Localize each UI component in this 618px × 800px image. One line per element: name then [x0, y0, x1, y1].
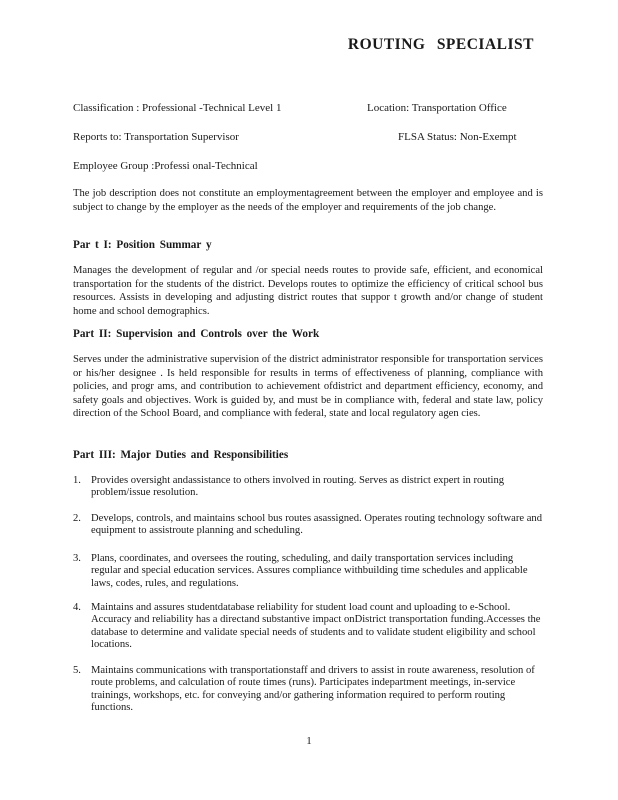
classification-text: Classification : Professional -Technical Level 1 [73, 102, 282, 114]
duty-item [73, 553, 543, 590]
duty-number: 3. [73, 553, 81, 564]
reports-to-text: Reports to: Transportation Supervisor [73, 131, 239, 143]
duty-text: Plans, coordinates, and oversees the routing, scheduling, and daily transportation services including regular and special education services. Assures compliance withbuilding time schedules and applicable laws, codes, rules, and regulations. [91, 553, 528, 589]
employee-group-row [73, 160, 535, 172]
flsa-status-text: FLSA Status: Non-Exempt [398, 131, 517, 143]
classification-row [73, 102, 535, 114]
employee-group-text: Employee Group :Professi onal-Technical [73, 160, 258, 172]
part1-heading: Par t I: Position Summar y [73, 239, 212, 251]
document-title: ROUTING SPECIALIST [347, 36, 534, 53]
duty-text: Maintains communications with transportationstaff and drivers to assist in route awareness, resolution of route problems, and calculation of route times (runs). Participates indepartment meetings, in-service trainings, workshops, etc. for conveying and/or gathering information required to perform routing functions. [91, 665, 535, 714]
part1-paragraph: Manages the development of regular and /or special needs routes to provide safe, efficient, and economical transportation for the students of the district. Develops routes to optimize the efficiency of critical school bus resources. Assists in developing and adjusting district routes that suppor t growth and/or change of student home and school demographics. [73, 265, 543, 317]
duty-number: 5. [73, 665, 81, 676]
duty-number: 1. [73, 475, 81, 486]
duty-item [73, 513, 543, 538]
intro-paragraph: The job description does not constitute an employmentagreement between the employer and employee and is subject to change by the employer as the needs of the employer and requirements of the job change. [73, 188, 543, 213]
location-text: Location: Transportation Office [367, 102, 507, 114]
duty-number: 2. [73, 513, 81, 524]
duty-item [73, 665, 543, 715]
reports-row [73, 131, 535, 143]
part2-heading: Part II: Supervision and Controls over the Work [73, 328, 320, 340]
part2-paragraph: Serves under the administrative supervision of the district administrator responsible for transportation services or his/her designee . Is held responsible for results in terms of effectiveness of planning, compliance with policies, and progr ams, and contribution to achievement ofdistrict and department efficiency, economy, and safety goals and objectives. Work is guided by, and must be in compliance with, federal and state law, policy direction of the School Board, and compliance with federal, state and local regulatory agen cies. [73, 354, 543, 420]
duty-item [73, 475, 543, 500]
duty-text: Provides oversight andassistance to others involved in routing. Serves as district expert in routing problem/issue resolution. [91, 475, 505, 499]
duty-item [73, 602, 543, 652]
part3-heading: Part III: Major Duties and Responsibilities [73, 449, 289, 461]
duty-text: Maintains and assures studentdatabase reliability for student load count and uploading to e-School. Accuracy and reliability has a directand substantive impact onDistrict transportation funding.Accesses the database to determine and validate special needs of students and to validate student eligibility and school locations. [91, 602, 541, 651]
page-number: 1 [306, 735, 312, 747]
duty-number: 4. [73, 602, 81, 613]
duty-text: Develops, controls, and maintains school bus routes asassigned. Operates routing technology software and equipment to assistroute planning and scheduling. [91, 513, 543, 537]
